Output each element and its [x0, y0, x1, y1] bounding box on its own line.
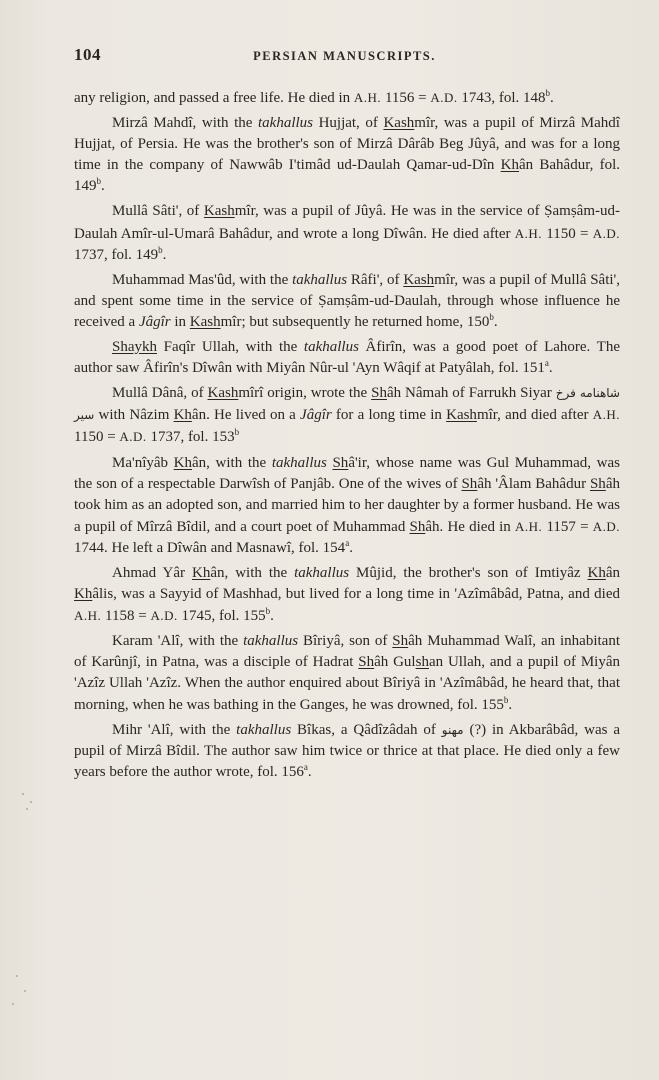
- era-abbrev: A.H.: [74, 608, 102, 624]
- era-abbrev: A.D.: [119, 429, 147, 445]
- italic-term: takhallus: [294, 564, 350, 581]
- text-run: .: [307, 763, 312, 780]
- transliteration: Kash: [189, 313, 221, 330]
- text-run: Mûjid, the brother's son of Imtiyâz: [349, 564, 588, 581]
- era-abbrev: A.D.: [592, 225, 620, 241]
- text-run: âh Nâmah of Farrukh Siyar: [386, 385, 556, 402]
- transliteration: Sh: [392, 633, 409, 650]
- persian-text: شاهنامه فرخ سیر: [74, 386, 620, 423]
- body-text: [74, 87, 620, 783]
- text-run: ân, with the: [192, 454, 272, 471]
- scan-speck: [30, 801, 32, 803]
- italic-term: takhallus: [303, 339, 359, 356]
- persian-text: مهنو: [441, 722, 464, 737]
- scan-speck: [22, 793, 24, 795]
- transliteration: Kash: [383, 115, 415, 132]
- entry-paragraph: [74, 631, 620, 715]
- text-run: Bîkas, a Qâdîzâdah of: [291, 721, 442, 738]
- text-run: âh Gul: [374, 654, 416, 671]
- italic-term: takhallus: [258, 115, 313, 132]
- era-abbrev: A.D.: [592, 518, 620, 534]
- text-run: âh. He died in: [425, 518, 515, 535]
- entry-paragraph: [74, 720, 620, 783]
- text-run: .: [162, 246, 167, 263]
- era-abbrev: A.D.: [430, 90, 458, 105]
- transliteration: Kh: [74, 586, 93, 603]
- transliteration: Kash: [403, 271, 435, 288]
- era-abbrev: A.H.: [353, 90, 382, 105]
- text-run: 1745, fol. 155: [177, 608, 266, 625]
- text-run: Âfirîn, was a good poet of Lahore. The author saw Âfirîn's Dîwân with Miyân Nûr-ul 'Ayn Wâqif at Patyâlah, fol. 151: [74, 339, 620, 377]
- text-run: 1156 =: [381, 90, 431, 106]
- transliteration: Kh: [587, 564, 606, 581]
- transliteration: Kh: [173, 454, 193, 471]
- transliteration: Kh: [192, 564, 211, 581]
- folio-side: b: [96, 176, 101, 187]
- text-run: â'ir, whose name was Gul Muhammad, was the son of a respectable Darwîsh of Panjâb. One of the wives of: [74, 454, 620, 492]
- entry-paragraph: [74, 113, 620, 197]
- text-run: 1157 =: [542, 518, 593, 535]
- text-run: 1737, fol. 149: [74, 246, 159, 263]
- transliteration: Kash: [203, 203, 235, 220]
- running-title: PERSIAN MANUSCRIPTS.: [253, 49, 436, 63]
- text-run: with Nâzim: [94, 407, 174, 424]
- text-run: ân. He lived on a: [191, 407, 301, 424]
- text-run: Ahmad Yâr: [112, 564, 192, 581]
- transliteration: Kh: [173, 407, 192, 424]
- folio-side: a: [303, 761, 308, 772]
- folio-side: b: [545, 88, 551, 98]
- transliteration: Sh: [589, 475, 606, 492]
- transliteration: sh: [415, 654, 429, 671]
- text-run: âh took him as an adopted son, and married him to her daughter by a former husband. He was a pupil of Mîrzâ Bîdil, and a court poet of Muhammad: [74, 475, 620, 535]
- folio-side: b: [158, 244, 163, 255]
- text-run: in: [170, 313, 190, 330]
- text-run: Mirzâ Mahdî, with the: [112, 115, 258, 132]
- era-abbrev: A.H.: [514, 225, 543, 241]
- text-run: .: [270, 608, 274, 625]
- italic-term: takhallus: [271, 454, 327, 471]
- text-run: Karam 'Alî, with the: [112, 633, 244, 650]
- entry-paragraph: [74, 201, 620, 265]
- text-run: Muhammad Mas'ûd, with the: [112, 271, 293, 288]
- text-run: mîr, was a pupil of Jûyâ. He was in the service of Ṣamṣâm-ud-Daulah Amîr-ul-Umarâ Bahâdur, and wrote a long Dîwân. He died after: [74, 203, 620, 242]
- text-run: 1150 =: [542, 225, 593, 242]
- transliteration: Sh: [461, 475, 478, 492]
- scan-speck: [26, 808, 28, 810]
- text-run: 1743, fol. 148: [457, 90, 546, 106]
- transliteration: Sh: [332, 454, 349, 471]
- text-run: 1744. He left a Dîwân and Masnawî, fol. 154: [74, 539, 346, 556]
- italic-term: takhallus: [292, 271, 348, 288]
- text-run: Hujjat, of: [313, 115, 384, 132]
- transliteration: Sh: [409, 518, 426, 535]
- transliteration: Kash: [207, 385, 239, 402]
- era-abbrev: A.H.: [514, 518, 543, 534]
- text-run: mîr; but subsequently he returned home, 150: [220, 313, 490, 330]
- italic-term: Jâgîr: [138, 313, 171, 330]
- text-run: .: [508, 696, 513, 713]
- text-run: mîr, was a pupil of Mirzâ Mahdî Hujjat, of Persia. He was the brother's son of Mirzâ Dârâb Beg Jûyâ, and was for a long time in the company of Nawwâb I'timâd ud-Daulah Qamar-ud-Dîn: [74, 115, 620, 174]
- text-run: Mihr 'Alî, with the: [112, 721, 237, 738]
- text-run: mîr, and died after: [476, 407, 593, 424]
- folio-side: b: [234, 427, 240, 438]
- scan-speck: [16, 975, 18, 977]
- text-run: âh 'Âlam Bahâdur: [477, 475, 590, 492]
- text-run: .: [550, 90, 554, 106]
- text-run: for a long time in: [331, 407, 447, 424]
- text-run: ân: [605, 564, 621, 581]
- era-abbrev: A.H.: [592, 407, 620, 423]
- text-run: mîrî origin, wrote the: [238, 385, 372, 402]
- text-run: Bîriyâ, son of: [298, 633, 393, 650]
- entry-paragraph: [74, 563, 620, 627]
- italic-term: Jâgîr: [300, 407, 332, 424]
- text-run: ân, with the: [210, 564, 295, 581]
- text-run: Faqîr Ullah, with the: [157, 339, 304, 356]
- era-abbrev: A.D.: [150, 608, 178, 624]
- text-run: .: [493, 313, 498, 330]
- text-run: mîr, was a pupil of Mullâ Sâti', and spent some time in the service of Ṣamṣâm-ud-Daulah, through whose influence he received a: [74, 271, 620, 330]
- text-run: Râfi', of: [347, 271, 404, 288]
- text-run: Mullâ Dânâ, of: [112, 385, 208, 402]
- folio-side: b: [489, 311, 494, 322]
- text-run: .: [548, 360, 553, 377]
- entry-paragraph: [74, 337, 620, 379]
- transliteration: Shaykh: [112, 339, 157, 356]
- transliteration: Kash: [446, 407, 477, 424]
- italic-term: takhallus: [236, 721, 292, 738]
- text-run: (?) in Akbarâbâd, was a pupil of Mirzâ Bîdil. The author saw him twice or thrice at that place. He died only a few years before the author wrote, fol. 156: [74, 721, 621, 780]
- folio-side: b: [265, 606, 271, 617]
- scan-speck: [24, 990, 26, 992]
- text-run: .: [349, 539, 353, 556]
- text-run: Mullâ Sâti', of: [112, 203, 204, 220]
- entry-paragraph: [74, 270, 620, 333]
- entry-paragraph: [74, 383, 620, 448]
- text-run: âh Muhammad Walî, an inhabitant of Karûnjî, in Patna, was a disciple of Hadrat: [74, 633, 620, 671]
- text-run: any religion, and passed a free life. He died in: [74, 90, 354, 106]
- transliteration: Kh: [500, 157, 519, 174]
- folio-side: a: [345, 537, 350, 548]
- transliteration: Sh: [371, 385, 387, 402]
- transliteration: Sh: [358, 654, 375, 671]
- scan-speck: [12, 1003, 14, 1005]
- folio-side: a: [544, 358, 549, 369]
- entry-paragraph: [74, 87, 620, 109]
- text-run: Ma'nîyâb: [112, 454, 174, 471]
- text-run: 1737, fol. 153: [146, 429, 235, 446]
- text-run: .: [101, 178, 105, 195]
- folio-side: b: [503, 694, 509, 705]
- italic-term: takhallus: [243, 633, 299, 650]
- text-run: 1150 =: [74, 429, 120, 446]
- text-run: 1158 =: [101, 608, 151, 625]
- text-run: ân Bahâdur, fol. 149: [74, 157, 620, 195]
- text-run: âlis, was a Sayyid of Mashhad, but lived for a long time in 'Azîmâbâd, Patna, and died: [92, 586, 620, 603]
- page-number: 104: [74, 45, 101, 64]
- text-run: an Ullah, and a pupil of Miyân 'Azîz Ullah 'Azîz. When the author enquired about Bîriyâ in 'Azîmâbâd, he heard that, that morning, when he was bathing in the Ganges, he was drowned, fol. 155: [74, 654, 620, 713]
- entry-paragraph: [74, 453, 620, 559]
